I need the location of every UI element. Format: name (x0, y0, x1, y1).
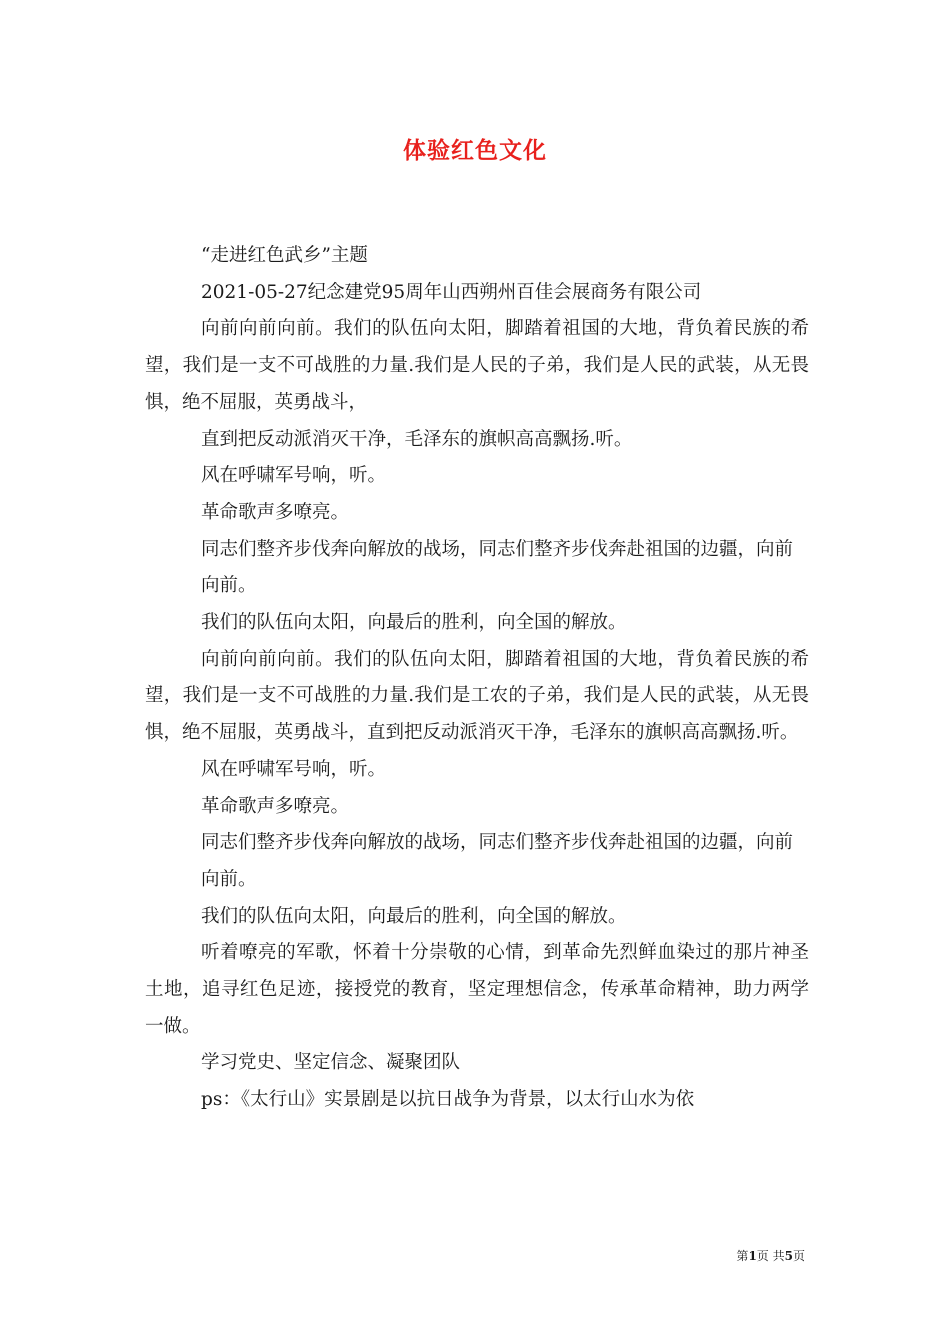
paragraph: 我们的队伍向太阳，向最后的胜利，向全国的解放。 (201, 612, 627, 634)
footer-total-pages: 5 (784, 1249, 793, 1263)
paragraph: 同志们整齐步伐奔向解放的战场，同志们整齐步伐奔赴祖国的边疆，向前 (201, 538, 794, 560)
paragraph: 向前。 (201, 868, 257, 890)
page-number-footer (736, 1247, 805, 1264)
paragraph: 直到把反动派消灭干净，毛泽东的旗帜高高飘扬.听。 (201, 428, 633, 450)
paragraph: 革命歌声多嘹亮。 (201, 795, 350, 817)
paragraph: 风在呼啸军号响，听。 (201, 465, 387, 487)
paragraph: 向前向前向前。我们的队伍向太阳，脚踏着祖国的大地，背负着民族的希望，我们是一支不可战胜的力量.我们是工农的子弟，我们是人民的武装，从无畏惧，绝不屈服，英勇战斗，直到把反动派消灭干净，毛泽东的旗帜高高飘扬.听。 (145, 648, 809, 744)
document-body (145, 238, 809, 1119)
paragraph: 向前。 (201, 575, 257, 597)
paragraph: 同志们整齐步伐奔向解放的战场，同志们整齐步伐奔赴祖国的边疆，向前 (201, 832, 794, 854)
footer-prefix: 第 (736, 1249, 749, 1263)
paragraph: 学习党史、坚定信念、凝聚团队 (201, 1052, 461, 1074)
paragraph: ps：《太行山》实景剧是以抗日战争为背景，以太行山水为依 (201, 1089, 695, 1111)
paragraph: 向前向前向前。我们的队伍向太阳，脚踏着祖国的大地，背负着民族的希望，我们是一支不可战胜的力量.我们是人民的子弟，我们是人民的武装，从无畏惧，绝不屈服，英勇战斗， (145, 318, 809, 413)
paragraph: 革命歌声多嘹亮。 (201, 501, 350, 523)
paragraph: 我们的队伍向太阳，向最后的胜利，向全国的解放。 (201, 905, 627, 927)
document-title: 体验红色文化 (403, 138, 547, 164)
footer-current-page: 1 (748, 1249, 757, 1263)
paragraph: 听着嘹亮的军歌，怀着十分崇敬的心情，到革命先烈鲜血染过的那片神圣土地，追寻红色足迹，接授党的教育，坚定理想信念，传承革命精神，助力两学一做。 (145, 942, 809, 1037)
paragraph: 风在呼啸军号响，听。 (201, 758, 387, 780)
paragraph: “走进红色武乡”主题 (201, 245, 368, 266)
footer-suffix: 页 (792, 1249, 805, 1263)
footer-middle: 页 共 (756, 1249, 785, 1263)
paragraph: 2021-05-27纪念建党95周年山西朔州百佳会展商务有限公司 (201, 281, 702, 303)
